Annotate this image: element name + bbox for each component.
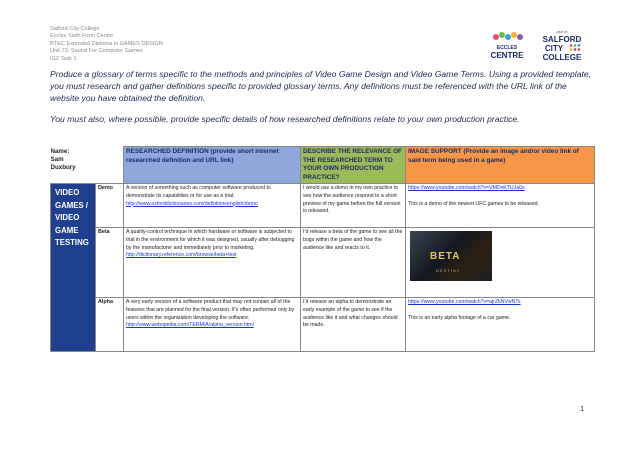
eccles-centre-logo (487, 28, 527, 62)
relevance-demo: I would use a demo in my own practice to see how the audience respond to a short preview of my game before the full version is released. (301, 184, 406, 228)
definition-text: A quality-control technique in which hardware or software is subjected to trial in the environment for which it was designed, usually after debugging by the manufacturer and immediately prior to marketing. (126, 229, 295, 251)
beta-image-subtitle: DESTINY (436, 268, 461, 274)
table-row (51, 298, 595, 352)
video-link[interactable]: https://www.youtube.com/watch?v=ajrZkNVwNTs (408, 299, 521, 306)
document-header (50, 26, 163, 63)
relevance-alpha: I'd release an alpha to demonstrate an early example of the game to see if the audience like it and what changes should be made. (301, 298, 406, 352)
image-column-header: IMAGE SUPPORT (Provide an image and/or video link of said term being used in a game) (406, 147, 595, 184)
header-course: BTEC Extended Diploma in GAMES DESIGN (50, 40, 163, 47)
image-support-demo (406, 184, 595, 228)
table-row (51, 228, 595, 298)
glossary-table (50, 146, 595, 352)
table-header-row (51, 147, 595, 184)
header-college: Salford City College (50, 26, 100, 32)
definition-link[interactable]: http://www.oxforddictionaries.com/definition/english/demo (126, 200, 258, 207)
eccles-logo-small: ECCLES (496, 45, 518, 51)
header-centre: Eccles Sixth Form Centre (50, 33, 114, 40)
salford-logo-top: part of (556, 30, 568, 34)
image-note: This is a demo of the newest UFC games to be released. (408, 200, 539, 207)
term-demo: Demo (96, 184, 124, 228)
salford-logo-line1: SALFORD (542, 35, 582, 44)
term-alpha: Alpha (96, 298, 124, 352)
definition-demo (124, 184, 301, 228)
definition-column-header: RESEARCHED DEFINITION (provide short internet researched definition and URL link) (124, 147, 301, 184)
header-task: IG2 Task 1 (50, 55, 77, 62)
brief-paragraph-1: Produce a glossary of terms specific to the methods and principles of Video Game Design and Video Game Terms. Using a provided template, you must research and gather definitions specific to provided glossary terms. Any definitions must be referenced with the URL link of the website you have obtained the definition. (50, 69, 592, 104)
image-support-beta (406, 228, 595, 298)
student-first-name: Sam (50, 155, 64, 163)
student-name-cell (51, 147, 124, 184)
assignment-brief (50, 68, 598, 133)
salford-city-college-logo (534, 28, 590, 62)
student-last-name: Duxbury (50, 164, 76, 172)
category-cell: VIDEO GAMES / VIDEO GAME TESTING (51, 184, 96, 352)
beta-image-caption: BETA (430, 251, 461, 263)
header-unit: Unit 73: Sound For Computer Games (50, 48, 143, 55)
relevance-column-header: DESCRIBE THE RELEVANCE OF THE RESEARCHED TERM TO YOUR OWN PRODUCTION PRACTICE? (301, 147, 406, 184)
definition-alpha (124, 298, 301, 352)
video-link[interactable]: https://www.youtube.com/watch?v=VMDvKTUJa0s (408, 185, 525, 192)
image-note: This is an early alpha footage of a car game. (408, 314, 511, 321)
definition-text: A version of something such as computer software produced to demonstrate its capabilities or for use as a trial. (126, 185, 271, 199)
page-number: 1 (580, 404, 585, 413)
name-label: Name: (50, 147, 70, 155)
table-row (51, 184, 595, 228)
salford-logo-line2: CITY (544, 44, 564, 53)
brief-paragraph-2: You must also, where possible, provide specific details of how researched definitions relate to your own production practice. (50, 113, 520, 124)
salford-logo-line3: COLLEGE (542, 53, 582, 62)
image-support-alpha (406, 298, 595, 352)
relevance-beta: I'd release a beta of the game to see all the bugs within the game and how the audience like and reacts to it. (301, 228, 406, 298)
beta-game-image (410, 231, 492, 281)
definition-beta (124, 228, 301, 298)
eccles-logo-big: CENTRE (490, 51, 524, 60)
definition-link[interactable]: http://www.webopedia.com/TERM/A/alpha_version.html (126, 322, 254, 329)
term-beta: Beta (96, 228, 124, 298)
definition-link[interactable]: http://dictionary.reference.com/browse/beta+test (126, 252, 237, 259)
definition-text: A very early version of a software product that may not contain all of the features that are planned for the final version. It's often performed only by users within the organization developing the software. (126, 299, 295, 321)
